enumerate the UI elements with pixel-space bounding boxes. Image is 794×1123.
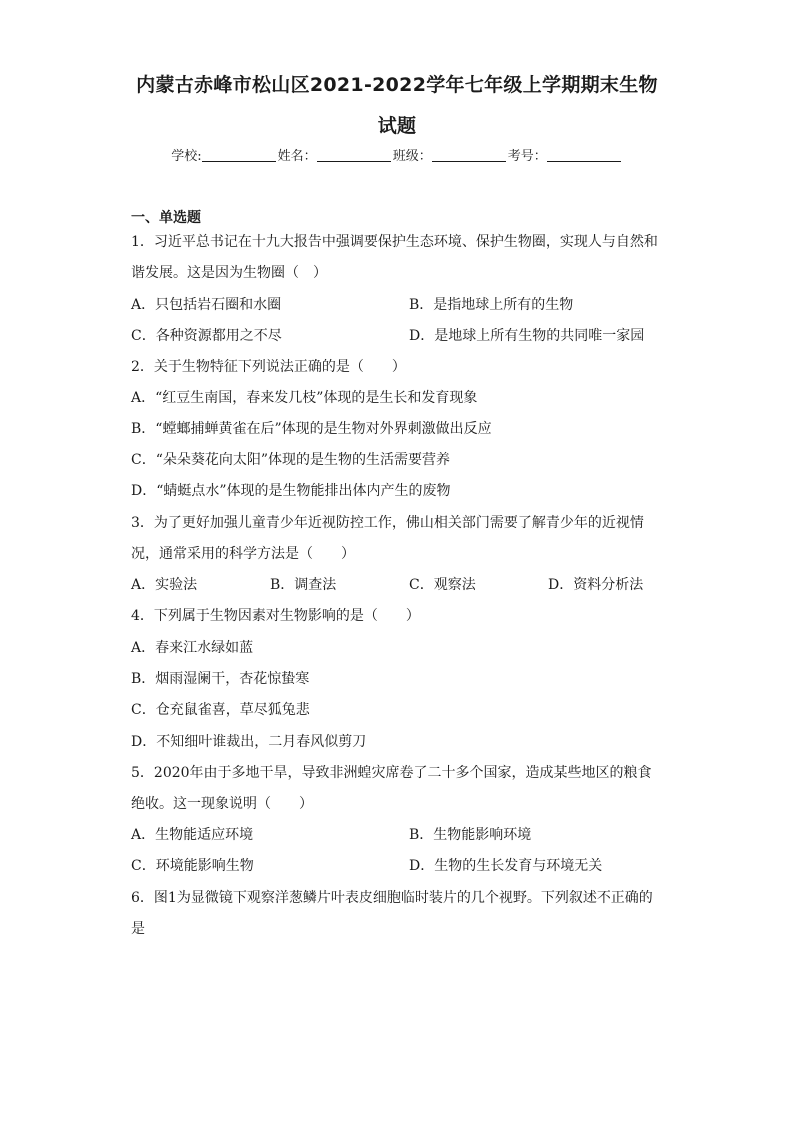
question-1-option-b: B．是指地球上所有的生物	[409, 297, 574, 313]
question-2-option-d: D．“蜻蜓点水”体现的是生物能排出体内产生的废物	[131, 483, 451, 499]
name-label: 姓名：	[277, 149, 317, 164]
question-3-option-c: C．观察法	[409, 577, 476, 593]
question-2-option-c: C．“朵朵葵花向太阳”体现的是生物的生活需要营养	[131, 452, 451, 468]
school-blank	[202, 148, 276, 162]
question-5-stem-line1: 5．2020年由于多地干旱，导致非洲蝗灾席卷了二十多个国家，造成某些地区的粮食	[131, 765, 652, 781]
question-5-option-a: A．生物能适应环境	[131, 827, 254, 843]
question-1-stem-line2: 谐发展。这是因为生物圈（ ）	[131, 265, 327, 281]
question-3-stem-line2: 况，通常采用的科学方法是（ ）	[131, 546, 355, 562]
class-label: 班级：	[392, 149, 432, 164]
question-3-option-a: A．实验法	[131, 577, 198, 593]
school-label: 学校:	[171, 149, 202, 164]
question-4-option-a: A．春来江水绿如蓝	[131, 640, 254, 656]
exam-no-blank	[547, 148, 621, 162]
question-1-option-c: C．各种资源都用之不尽	[131, 328, 282, 344]
student-info-row	[0, 145, 794, 164]
exam-title-line1: 内蒙古赤峰市松山区2021-2022学年七年级上学期期末生物	[136, 74, 658, 96]
question-4-option-d: D．不知细叶谁裁出，二月春风似剪刀	[131, 734, 367, 750]
question-3-option-b: B．调查法	[270, 577, 337, 593]
exam-no-label: 考号：	[507, 149, 547, 164]
question-6-stem-line2: 是	[131, 921, 145, 937]
question-5-option-b: B．生物能影响环境	[409, 827, 532, 843]
question-3-option-d: D．资料分析法	[548, 577, 644, 593]
question-5-option-c: C．环境能影响生物	[131, 858, 254, 874]
question-6-stem-line1: 6．图1为显微镜下观察洋葱鳞片叶表皮细胞临时装片的几个视野。下列叙述不正确的	[131, 890, 653, 906]
question-4-option-c: C．仓充鼠雀喜，草尽狐兔悲	[131, 702, 310, 718]
exam-title-line2: 试题	[377, 115, 417, 137]
question-1-stem-line1: 1．习近平总书记在十九大报告中强调要保护生态环境、保护生物圈，实现人与自然和	[131, 234, 658, 250]
name-blank	[317, 148, 391, 162]
question-3-stem-line1: 3．为了更好加强儿童青少年近视防控工作，佛山相关部门需要了解青少年的近视情	[131, 515, 644, 531]
question-2-option-a: A．“红豆生南国，春来发几枝”体现的是生长和发育现象	[131, 390, 478, 406]
question-5-stem-line2: 绝收。这一现象说明（ ）	[131, 796, 313, 812]
question-4-stem: 4．下列属于生物因素对生物影响的是（ ）	[131, 608, 420, 624]
question-1-option-d: D．是地球上所有生物的共同唯一家园	[409, 328, 645, 344]
section-title: 一、单选题	[131, 210, 201, 226]
question-4-option-b: B．烟雨湿阑干，杏花惊蛰寒	[131, 671, 310, 687]
question-2-option-b: B．“螳螂捕蝉黄雀在后”体现的是生物对外界刺激做出反应	[131, 421, 492, 437]
question-5-option-d: D．生物的生长发育与环境无关	[409, 858, 603, 874]
question-1-option-a: A．只包括岩石圈和水圈	[131, 297, 282, 313]
class-blank	[432, 148, 506, 162]
question-2-stem: 2．关于生物特征下列说法正确的是（ ）	[131, 359, 406, 375]
